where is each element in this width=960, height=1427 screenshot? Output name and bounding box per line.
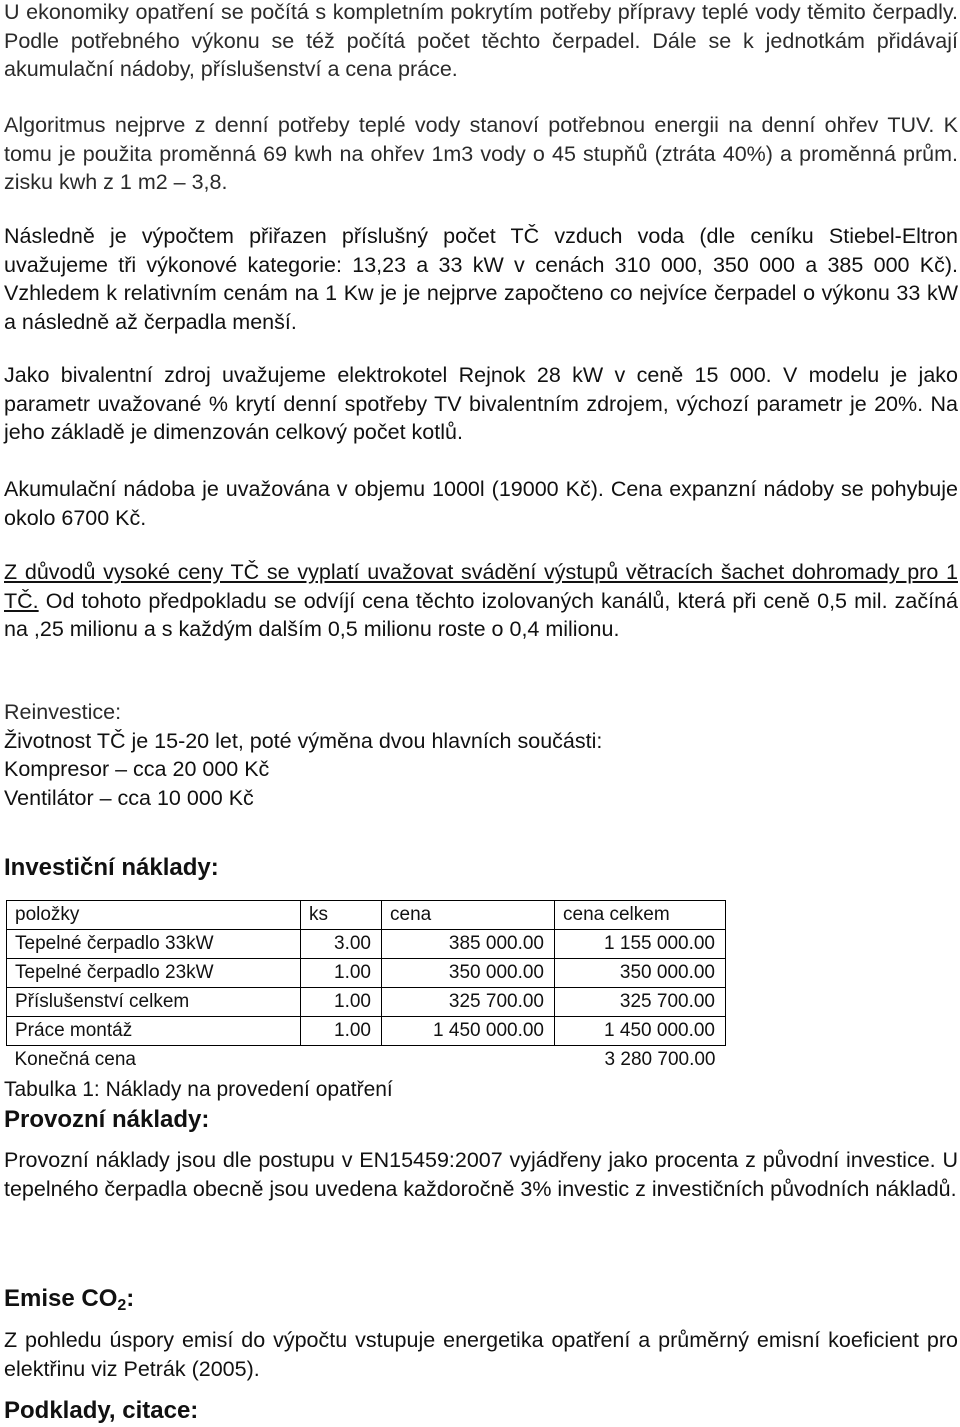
table-header-cell: cena celkem [555,901,726,930]
sources-heading: Podklady, citace: [4,1397,199,1424]
table-cell: 385 000.00 [382,930,555,959]
table-row [7,1017,726,1046]
table-row [7,930,726,959]
table-cell: 325 700.00 [555,988,726,1017]
paragraph-ventilation-shafts [4,558,958,644]
table-cell: 1 155 000.00 [555,930,726,959]
paragraph-bivalent-source: Jako bivalentní zdroj uvažujeme elektrokotel Rejnok 28 kW v ceně 15 000. V modelu je jako parametr uvažované % krytí denní spotřeby TV bivalentním zdrojem, výchozí parametr je 20%. Na jeho základě je dimenzován celkový počet kotlů. [4,363,958,445]
table-header-row [7,901,726,930]
underlined-sentence: Z důvodů vysoké ceny TČ se vyplatí uvažovat svádění výstupů větracích šachet dohromady pro 1 TČ. [4,560,958,613]
co2-emissions-heading [4,1284,134,1321]
paragraph-emissions: Z pohledu úspory emisí do výpočtu vstupuje energetika opatření a průměrný emisní koeficient pro elektřinu viz Petrák (2005). [4,1328,958,1381]
reinvestment-title: Reinvestice: [4,700,122,724]
table-cell: Tepelné čerpadlo 33kW [7,930,301,959]
table-cell: 1 450 000.00 [382,1017,555,1046]
table-cell: 1.00 [301,959,382,988]
paragraph-algorithm: Algoritmus nejprve z denní potřeby teplé vody stanoví potřebnou energii na denní ohřev TUV. K tomu je použita proměnná 69 kwh na ohřev 1m3 vody o 45 stupňů (ztráta 40%) a proměnná prům. zisku kwh z 1 m2 – 3,8. [4,113,958,195]
table-cell: 3.00 [301,930,382,959]
table-cell: 350 000.00 [382,959,555,988]
table-row [7,959,726,988]
table-cell: 1 450 000.00 [555,1017,726,1046]
operating-costs-heading: Provozní náklady: [4,1106,210,1133]
table-cell: 325 700.00 [382,988,555,1017]
investment-costs-heading: Investiční náklady: [4,854,219,881]
table-total-row [7,1046,726,1075]
total-value: 3 280 700.00 [604,1049,716,1070]
paragraph-accumulation-tank: Akumulační nádoba je uvažována v objemu 1000l (19000 Kč). Cena expanzní nádoby se pohybuje okolo 6700 Kč. [4,477,958,530]
reinvestment-fan: Ventilátor – cca 10 000 Kč [4,786,254,811]
reinvestment-block [4,698,958,813]
table-header-cell: cena [382,901,555,930]
table-cell: 1.00 [301,988,382,1017]
table-header-cell: položky [7,901,301,930]
reinvestment-lifetime: Životnost TČ je 15-20 let, poté výměna dvou hlavních součásti: [4,728,603,753]
table-header-cell: ks [301,901,382,930]
table-cell: Příslušenství celkem [7,988,301,1017]
co2-heading-colon: : [126,1285,135,1312]
co2-heading-text: Emise CO [4,1285,118,1312]
table-cell: Práce montáž [7,1017,301,1046]
paragraph-heat-pump-count: Následně je výpočtem přiřazen příslušný počet TČ vzduch voda (dle ceníku Stiebel-Eltron uvažujeme tři výkonové kategorie: 13,23 a 33 kW v cenách 310 000, 350 000 a 385 000 Kč). Vzhledem k relativním cenám na 1 Kw je je nejprve započteno co nejvíce čerpadel o výkonu 33 kW a následně až čerpadla menší. [4,224,958,335]
paragraph-ventilation-rest: Od tohoto předpokladu se odvíjí cena těchto izolovaných kanálů, která při ceně 0,5 mil. začíná na ,25 milionu a s každým dalším 0,5 milionu roste o 0,4 milionu. [4,588,958,642]
reinvestment-compressor: Kompresor – cca 20 000 Kč [4,757,270,782]
total-label: Konečná cena [14,1049,136,1070]
paragraph-economics: U ekonomiky opatření se počítá s kompletním pokrytím potřeby přípravy teplé vody těmito čerpadly. Podle potřebného výkonu se též počítá počet těchto čerpadel. Dále se k jednotkám přidávají akumulační nádoby, příslušenství a cena práce. [4,0,958,82]
investment-costs-table [6,900,726,1074]
table-cell: 350 000.00 [555,959,726,988]
paragraph-operating-costs: Provozní náklady jsou dle postupu v EN15459:2007 vyjádřeny jako procenta z původní investice. U tepelného čerpadla obecně jsou uvedena každoročně 3% investic z investičních původních nákladů. [4,1148,958,1201]
table-caption: Tabulka 1: Náklady na provedení opatření [4,1078,393,1101]
table-row [7,988,726,1017]
table-cell: 1.00 [301,1017,382,1046]
co2-subscript: 2 [117,1297,127,1314]
table-cell: Tepelné čerpadlo 23kW [7,959,301,988]
